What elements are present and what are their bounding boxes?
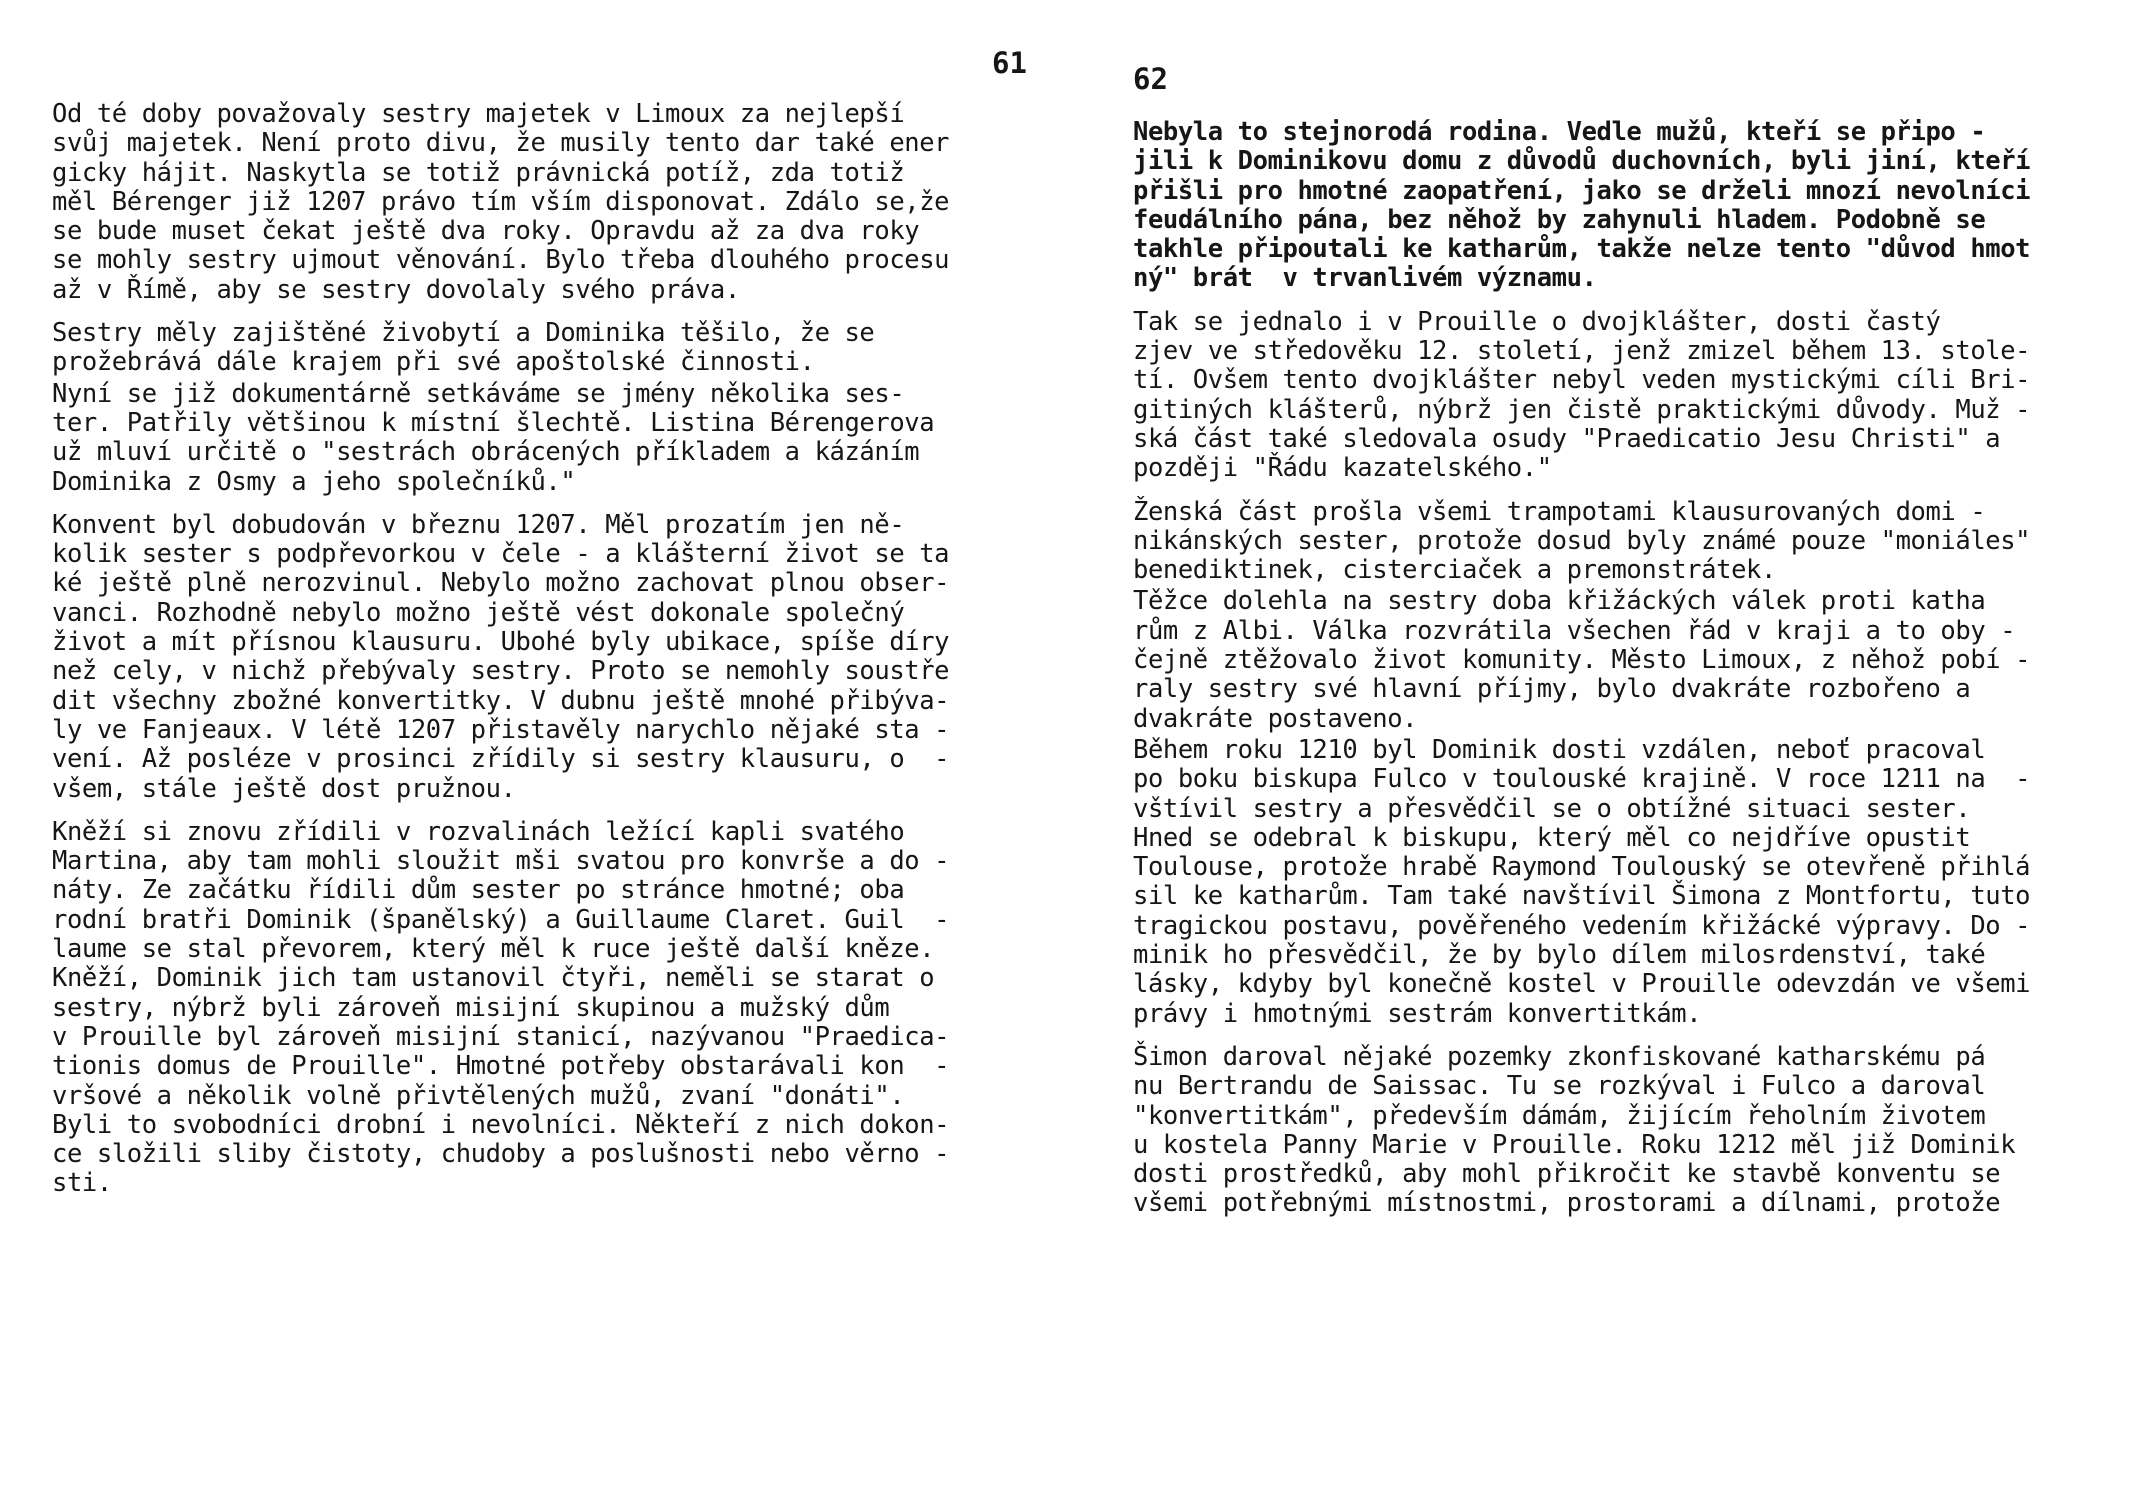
text-line: laume se stal převorem, který měl k ruce ještě další kněze. <box>52 934 935 965</box>
text-line: právy i hmotnými sestrám konvertitkám. <box>1133 998 1702 1029</box>
text-line: až v Římě, aby se sestry dovolaly svého práva. <box>52 274 740 305</box>
text-line: Konvent byl dobudován v březnu 1207. Měl prozatím jen ně- <box>52 509 905 540</box>
paragraph <box>52 380 1042 497</box>
text-line: Kněží si znovu zřídili v rozvalinách ležící kapli svatého <box>52 816 905 847</box>
text-line: lásky, kdyby byl konečně kostel v Prouille odevzdán ve všemi <box>1133 969 2031 1000</box>
text-line: v Prouille byl zároveň misijní stanicí, nazývanou "Praedica- <box>52 1021 950 1052</box>
paragraph <box>1133 308 2108 484</box>
text-line: nu Bertrandu de Saissac. Tu se rozkýval i Fulco a daroval <box>1133 1071 1986 1102</box>
text-line: se bude muset čekat ještě dva roky. Opravdu až za dva roky <box>52 216 920 247</box>
paragraph <box>52 818 1042 1199</box>
text-line: ly ve Fanjeaux. V létě 1207 přistavěly narychlo nějaké sta - <box>52 714 950 745</box>
text-line: Tak se jednalo i v Prouille o dvojklášter, dosti častý <box>1133 306 1941 337</box>
text-line: všem, stále ještě dost pružnou. <box>52 773 516 804</box>
text-line: feudálního pána, bez něhož by zahynuli hladem. Podobně se <box>1133 204 1986 235</box>
text-line: přišli pro hmotné zaopatření, jako se drželi mnozí nevolníci <box>1133 175 2031 206</box>
paragraph <box>1133 736 2108 1029</box>
text-line: Během roku 1210 byl Dominik dosti vzdálen, neboť pracoval <box>1133 734 1986 765</box>
page-number: 61 <box>992 46 1027 80</box>
text-line: Nyní se již dokumentárně setkáváme se jmény několika ses- <box>52 378 905 409</box>
text-line: gicky hájit. Naskytla se totiž právnická potíž, zda totiž <box>52 157 905 188</box>
text-line: všemi potřebnými místnostmi, prostorami a dílnami, protože <box>1133 1188 2001 1219</box>
text-line: Ženská část prošla všemi trampotami klausurovaných domi - <box>1133 496 1986 527</box>
text-line: Kněží, Dominik jich tam ustanovil čtyři, neměli se starat o <box>52 963 935 994</box>
text-line: ný" brát v trvanlivém významu. <box>1133 263 1597 294</box>
text-line: náty. Ze začátku řídili dům sester po stránce hmotné; oba <box>52 875 905 906</box>
text-line: vršové a několik volně přivtělených mužů, zvaní "donáti". <box>52 1080 905 1111</box>
text-line: Šimon daroval nějaké pozemky zkonfiskované katharskému pá <box>1133 1041 1986 1072</box>
text-line: vanci. Rozhodně nebylo možno ještě vést dokonale společný <box>52 597 905 628</box>
text-line: se mohly sestry ujmout věnování. Bylo třeba dlouhého procesu <box>52 245 950 276</box>
text-line: Toulouse, protože hrabě Raymond Toulouský se otevřeně přihlá <box>1133 852 2031 883</box>
text-line: ké ještě plně nerozvinul. Nebylo možno zachovat plnou obser- <box>52 568 950 599</box>
text-line: zjev ve středověku 12. století, jenž zmizel během 13. stole- <box>1133 336 2031 367</box>
text-line: benediktinek, cisterciaček a premonstrátek. <box>1133 555 1776 586</box>
text-line: později "Řádu kazatelského." <box>1133 453 1552 484</box>
text-line: Hned se odebral k biskupu, který měl co nejdříve opustit <box>1133 822 1971 853</box>
text-line: "konvertitkám", především dámám, žijícím řeholním životem <box>1133 1100 1986 1131</box>
text-line: ce složili sliby čistoty, chudoby a poslušnosti nebo věrno - <box>52 1139 950 1170</box>
text-line: sti. <box>52 1168 112 1199</box>
text-line: Sestry měly zajištěné živobytí a Dominika těšilo, že se <box>52 318 875 349</box>
page-number: 62 <box>1133 62 1168 96</box>
text-line: Těžce dolehla na sestry doba křižáckých válek proti katha <box>1133 586 1986 617</box>
text-line: Nebyla to stejnorodá rodina. Vedle mužů, kteří se připo - <box>1133 117 1986 147</box>
text-line: Dominika z Osmy a jeho společníků." <box>52 466 576 497</box>
text-line: tionis domus de Prouille". Hmotné potřeby obstarávali kon - <box>52 1051 950 1082</box>
text-line: kolik sester s podpřevorkou v čele - a klášterní život se ta <box>52 539 950 570</box>
text-line: dvakráte postaveno. <box>1133 703 1418 734</box>
text-line: nikánských sester, protože dosud byly známé pouze "moniáles" <box>1133 525 2031 556</box>
text-line: Byli to svobodníci drobní i nevolníci. Někteří z nich dokon- <box>52 1109 950 1140</box>
text-line: raly sestry své hlavní příjmy, bylo dvakráte rozbořeno a <box>1133 674 1971 705</box>
paragraph <box>1133 118 2108 294</box>
text-line: život a mít přísnou klausuru. Ubohé byly ubikace, spíše díry <box>52 627 950 658</box>
paragraph <box>52 319 1042 378</box>
text-line: svůj majetek. Není proto divu, že musily tento dar také ener <box>52 128 950 159</box>
text-column <box>1133 118 2108 1233</box>
text-line: po boku biskupa Fulco v toulouské krajině. V roce 1211 na - <box>1133 764 2031 795</box>
text-line: gitiných klášterů, nýbrž jen čistě praktickými důvody. Muž - <box>1133 394 2031 425</box>
paragraph <box>1133 587 2108 733</box>
text-line: čejně ztěžovalo život komunity. Město Limoux, z něhož pobí - <box>1133 645 2031 676</box>
text-line: sil ke katharům. Tam také navštívil Šimona z Montfortu, tuto <box>1133 881 2031 912</box>
text-line: Martina, aby tam mohli sloužit mši svatou pro konvrše a do - <box>52 846 950 877</box>
text-line: takhle připoutali ke katharům, takže nelze tento "důvod hmot <box>1133 234 2031 265</box>
text-line: dit všechny zbožné konvertitky. V dubnu ještě mnohé přibýva- <box>52 685 950 716</box>
text-line: prožebrává dále krajem při své apoštolské činnosti. <box>52 347 815 378</box>
text-line: rodní bratři Dominik (španělský) a Guillaume Claret. Guil - <box>52 904 950 935</box>
text-line: než cely, v nichž přebývaly sestry. Proto se nemohly soustře <box>52 656 950 687</box>
text-column <box>52 100 1042 1213</box>
text-line: rům z Albi. Válka rozvrátila všechen řád v kraji a to oby - <box>1133 615 2016 646</box>
paragraph <box>52 100 1042 305</box>
text-line: tí. Ovšem tento dvojklášter nebyl veden mystickými cíli Bri- <box>1133 365 2031 396</box>
text-line: Od té doby považovaly sestry majetek v Limoux za nejlepší <box>52 99 905 129</box>
text-line: ská část také sledovala osudy "Praedicatio Jesu Christi" a <box>1133 423 2001 454</box>
text-line: vštívil sestry a přesvědčil se o obtížné situaci sester. <box>1133 793 1971 824</box>
text-line: už mluví určitě o "sestrách obrácených příkladem a kázáním <box>52 437 920 468</box>
right-page <box>1065 0 2130 1500</box>
text-line: ter. Patřily většinou k místní šlechtě. Listina Bérengerova <box>52 407 935 438</box>
paragraph <box>52 511 1042 804</box>
text-line: vení. Až posléze v prosinci zřídily si sestry klausuru, o - <box>52 744 950 775</box>
paragraph <box>1133 1043 2108 1219</box>
text-line: tragickou postavu, pověřeného vedením křižácké výpravy. Do - <box>1133 910 2031 941</box>
text-line: minik ho přesvědčil, že by bylo dílem milosrdenství, také <box>1133 940 1986 971</box>
text-line: u kostela Panny Marie v Prouille. Roku 1212 měl již Dominik <box>1133 1129 2016 1160</box>
text-line: sestry, nýbrž byli zároveň misijní skupinou a mužský dům <box>52 992 890 1023</box>
paragraph <box>1133 498 2108 586</box>
text-line: jili k Dominikovu domu z důvodů duchovních, byli jiní, kteří <box>1133 146 2031 177</box>
text-line: dosti prostředků, aby mohl přikročit ke stavbě konventu se <box>1133 1159 2001 1190</box>
text-line: měl Bérenger již 1207 právo tím vším disponovat. Zdálo se,že <box>52 186 950 217</box>
